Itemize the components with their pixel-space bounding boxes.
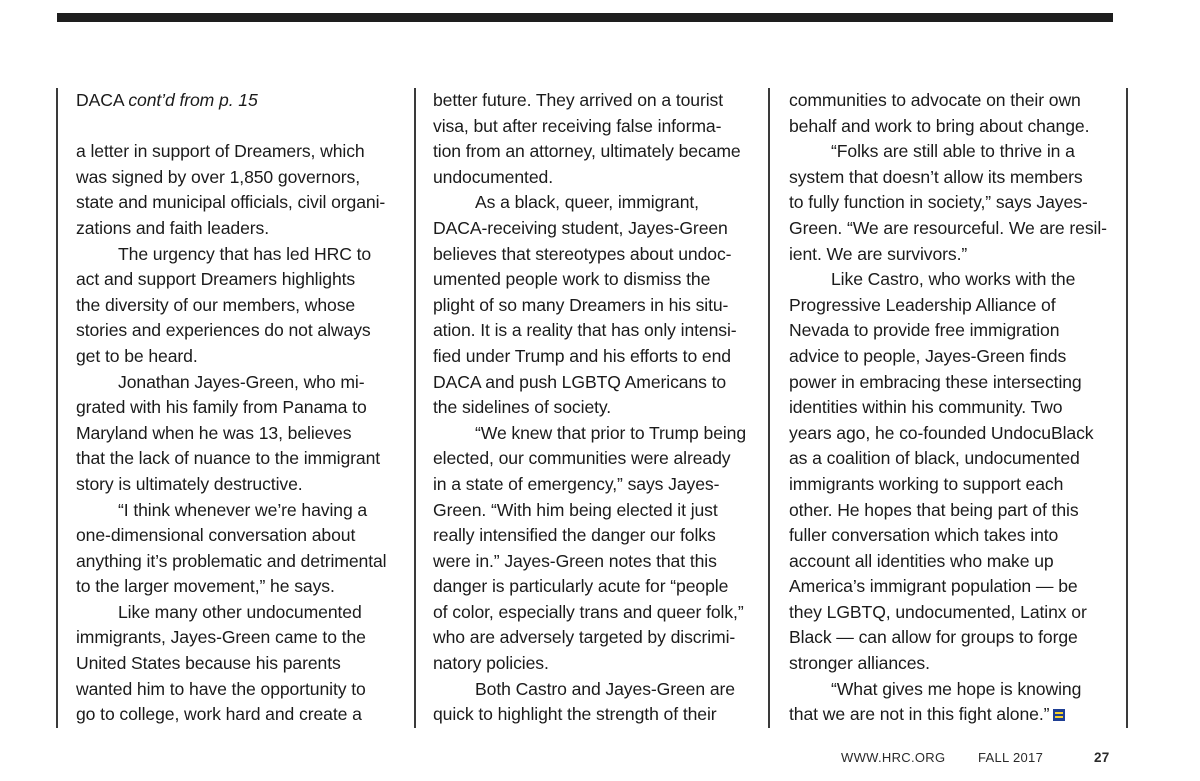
text-line: Green. “With him being elected it just	[433, 499, 718, 520]
text-line: As a black, queer, immigrant,	[475, 192, 699, 213]
paragraph	[433, 677, 763, 728]
column-rule-right	[1126, 88, 1128, 728]
paragraph	[789, 139, 1119, 267]
text-line: one-dimensional conversation about	[76, 525, 356, 546]
text-line: grated with his family from Panama to	[76, 397, 367, 418]
text-line: ation. It is a reality that has only intensi-	[433, 320, 737, 341]
paragraph	[433, 190, 763, 420]
hrc-equality-icon	[1053, 709, 1065, 721]
paragraph	[76, 498, 406, 600]
column-rule-center-right	[768, 88, 770, 728]
text-line: visa, but after receiving false informa-	[433, 115, 722, 136]
column-3-body	[789, 88, 1119, 728]
text-line: state and municipal officials, civil organi-	[76, 192, 386, 213]
text-line: “We knew that prior to Trump being	[475, 422, 747, 443]
text-line: go to college, work hard and create a	[76, 704, 362, 725]
paragraph	[76, 139, 406, 241]
text-line: Jonathan Jayes-Green, who mi-	[118, 371, 365, 392]
column-1-body	[76, 139, 406, 728]
footer-issue: FALL 2017	[978, 750, 1044, 765]
text-line: “What gives me hope is knowing	[831, 678, 1082, 699]
text-line: get to be heard.	[76, 345, 198, 366]
text-line: to fully function in society,” says Jayes-	[789, 192, 1088, 213]
text-line: identities within his community. Two	[789, 397, 1063, 418]
text-line: quick to highlight the strength of their	[433, 704, 717, 725]
text-line: wanted him to have the opportunity to	[76, 678, 366, 699]
text-line: ient. We are survivors.”	[789, 243, 968, 264]
text-line: were in.” Jayes-Green notes that this	[433, 550, 717, 571]
column-rule-left	[56, 88, 58, 728]
text-line: Maryland when he was 13, believes	[76, 422, 352, 443]
text-line: act and support Dreamers highlights	[76, 269, 356, 290]
text-line: Both Castro and Jayes-Green are	[475, 678, 735, 699]
text-line: DACA and push LGBTQ Americans to	[433, 371, 727, 392]
text-line: of color, especially trans and queer folk,”	[433, 601, 744, 622]
text-line: fied under Trump and his efforts to end	[433, 345, 731, 366]
top-rule	[57, 13, 1113, 22]
text-line: Green. “We are resourceful. We are resil-	[789, 217, 1107, 238]
text-line: danger is particularly acute for “people	[433, 576, 729, 597]
kicker-continued: cont’d from p. 15	[128, 90, 258, 110]
text-line: tion from an attorney, ultimately became	[433, 141, 741, 162]
column-1	[76, 88, 406, 728]
paragraph	[789, 88, 1119, 139]
text-line: the diversity of our members, whose	[76, 294, 356, 315]
paragraph	[433, 421, 763, 677]
text-line: plight of so many Dreamers in his situ-	[433, 294, 729, 315]
text-line: Progressive Leadership Alliance of	[789, 294, 1056, 315]
text-line: system that doesn’t allow its members	[789, 166, 1083, 187]
kicker-label: DACA	[76, 90, 124, 110]
text-line: other. He hopes that being part of this	[789, 499, 1079, 520]
text-line: that the lack of nuance to the immigrant	[76, 448, 381, 469]
text-line: a letter in support of Dreamers, which	[76, 141, 365, 162]
column-rule-center-left	[414, 88, 416, 728]
continuation-kicker	[76, 88, 406, 114]
text-line: communities to advocate on their own	[789, 90, 1081, 110]
text-line: power in embracing these intersecting	[789, 371, 1082, 392]
text-line: United States because his parents	[76, 653, 341, 674]
paragraph	[76, 242, 406, 370]
text-line: zations and faith leaders.	[76, 217, 270, 238]
text-line: believes that stereotypes about undoc-	[433, 243, 732, 264]
text-line: the sidelines of society.	[433, 397, 612, 418]
column-2	[433, 88, 763, 728]
text-line: Nevada to provide free immigration	[789, 320, 1060, 341]
text-line: undocumented.	[433, 166, 553, 187]
paragraph	[433, 88, 763, 190]
text-line: The urgency that has led HRC to	[118, 243, 372, 264]
column-3	[789, 88, 1119, 728]
paragraph	[76, 600, 406, 728]
text-line: fuller conversation which takes into	[789, 525, 1059, 546]
kicker-spacer	[76, 114, 406, 140]
text-line: DACA-receiving student, Jayes-Green	[433, 217, 728, 238]
column-2-body	[433, 88, 763, 728]
paragraph	[789, 267, 1119, 677]
text-line: in a state of emergency,” says Jayes-	[433, 473, 720, 494]
text-line: behalf and work to bring about change.	[789, 115, 1090, 136]
text-line: “I think whenever we’re having a	[118, 499, 368, 520]
text-line: stories and experiences do not always	[76, 320, 371, 341]
text-line: advice to people, Jayes-Green finds	[789, 345, 1067, 366]
text-line: was signed by over 1,850 governors,	[76, 166, 361, 187]
text-line: as a coalition of black, undocumented	[789, 448, 1080, 469]
text-line: Like many other undocumented	[118, 601, 362, 622]
text-line: they LGBTQ, undocumented, Latinx or	[789, 601, 1087, 622]
text-line: natory policies.	[433, 653, 549, 674]
text-line: immigrants, Jayes-Green came to the	[76, 627, 366, 648]
text-line: umented people work to dismiss the	[433, 269, 711, 290]
text-line: who are adversely targeted by discrimi-	[433, 627, 736, 648]
text-line: immigrants working to support each	[789, 473, 1064, 494]
text-line: elected, our communities were already	[433, 448, 731, 469]
text-line: Black — can allow for groups to forge	[789, 627, 1078, 648]
paragraph	[76, 370, 406, 498]
text-line: stronger alliances.	[789, 653, 930, 674]
text-line: to the larger movement,” he says.	[76, 576, 335, 597]
text-line: better future. They arrived on a tourist	[433, 90, 724, 110]
text-line: story is ultimately destructive.	[76, 473, 303, 494]
paragraph	[789, 677, 1119, 728]
text-line: years ago, he co-founded UndocuBlack	[789, 422, 1094, 443]
footer-url: WWW.HRC.ORG	[841, 750, 946, 765]
text-line: really intensified the danger our folks	[433, 525, 716, 546]
page-number: 27	[1094, 750, 1110, 765]
text-line: account all identities who make up	[789, 550, 1054, 571]
text-line: America’s immigrant population — be	[789, 576, 1078, 597]
text-line-content: that we are not in this fight alone.”	[789, 704, 1050, 725]
text-line	[789, 702, 1119, 728]
text-line: Like Castro, who works with the	[831, 269, 1076, 290]
text-line: anything it’s problematic and detrimental	[76, 550, 387, 571]
text-line: “Folks are still able to thrive in a	[831, 141, 1075, 162]
